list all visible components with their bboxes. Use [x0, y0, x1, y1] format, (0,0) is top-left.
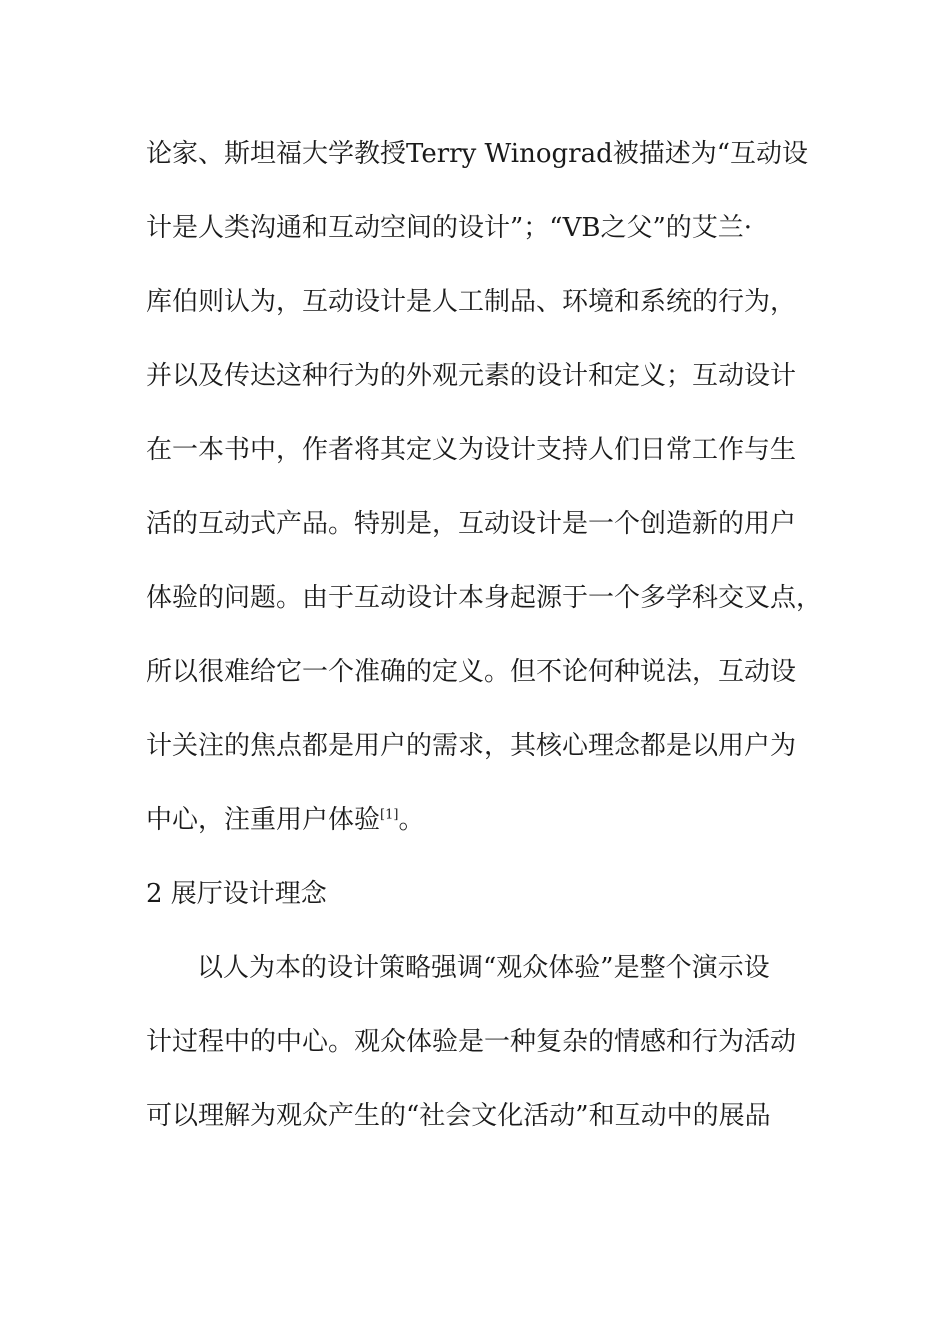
sentence-end: 。 [398, 805, 425, 835]
paragraph-line: 并以及传达这种行为的外观元素的设计和定义；互动设计 [146, 361, 797, 391]
paragraph-line: 论家、斯坦福大学教授Terry Winograd被描述为“互动设 [146, 139, 809, 169]
paragraph-line: 所以很难给它一个准确的定义。但不论何种说法，互动设 [146, 657, 797, 687]
citation-reference[interactable]: [1] [380, 807, 399, 823]
paragraph-line: 以人为本的设计策略强调“观众体验”是整个演示设 [197, 953, 770, 983]
paragraph-last-line [146, 803, 836, 837]
paragraph-line: 活的互动式产品。特别是，互动设计是一个创造新的用户 [146, 509, 797, 539]
paragraph-line: 体验的问题。由于互动设计本身起源于一个多学科交叉点， [146, 583, 823, 613]
paragraph-line: 计关注的焦点都是用户的需求，其核心理念都是以用户为 [146, 731, 797, 761]
section-heading: 2 展厅设计理念 [146, 879, 327, 909]
paragraph-line: 库伯则认为，互动设计是人工制品、环境和系统的行为， [146, 287, 797, 317]
paragraph-line: 计是人类沟通和互动空间的设计”；“VB之父”的艾兰· [146, 213, 753, 243]
paragraph-line: 可以理解为观众产生的“社会文化活动”和互动中的展品 [146, 1101, 771, 1131]
paragraph-line: 计过程中的中心。观众体验是一种复杂的情感和行为活动 [146, 1027, 797, 1057]
paragraph-text: 中心，注重用户体验 [146, 805, 381, 835]
paragraph-line: 在一本书中，作者将其定义为设计支持人们日常工作与生 [146, 435, 797, 465]
